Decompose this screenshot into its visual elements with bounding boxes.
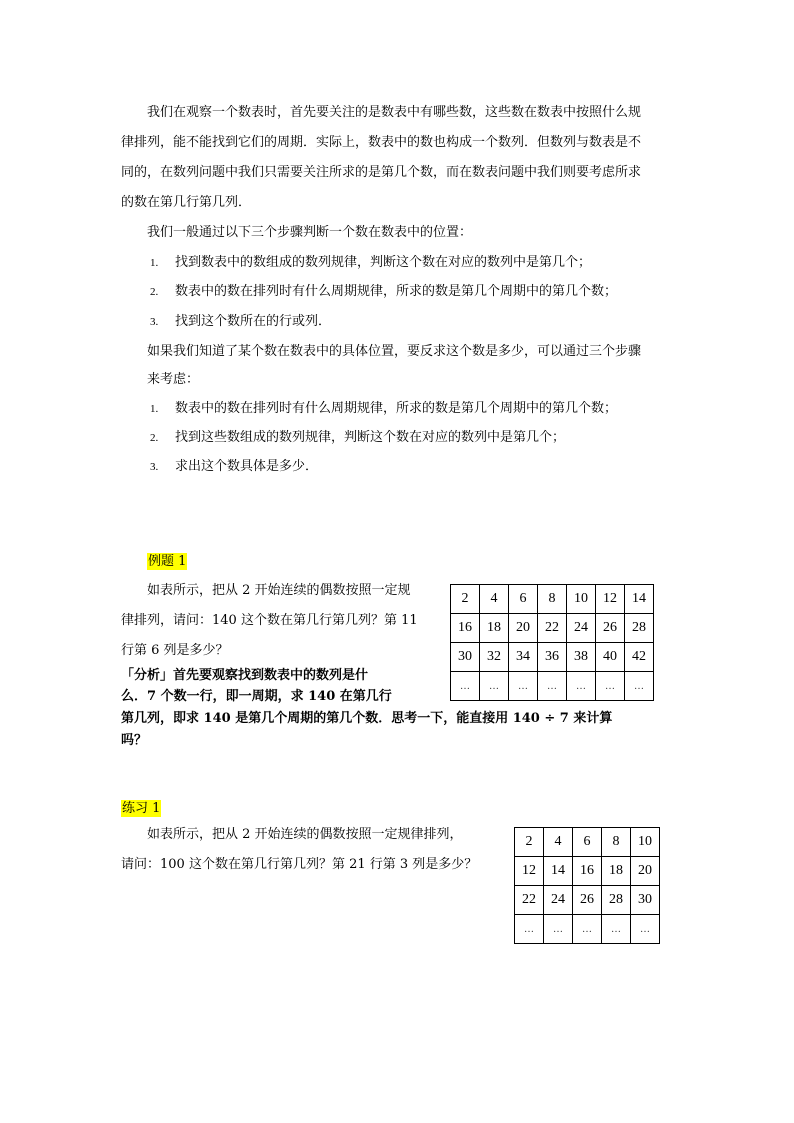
analysis-line-1: 「分析」首先要观察找到数表中的数列是什 bbox=[121, 668, 369, 683]
step-text: 数表中的数在排列时有什么周期规律，所求的数是第几个周期中的第几个数； bbox=[175, 284, 618, 299]
step-item-3 bbox=[150, 313, 331, 331]
step-number: 2. bbox=[150, 432, 159, 444]
table-cell: 20 bbox=[631, 857, 660, 886]
intro-line-1: 我们在观察一个数表时，首先要关注的是数表中有哪些数，这些数在数表中按照什么规 bbox=[147, 105, 642, 120]
step-number: 1. bbox=[150, 403, 159, 415]
table-cell: 16 bbox=[573, 857, 602, 886]
table-cell: 38 bbox=[567, 643, 596, 672]
analysis-line-3: 第几列，即求 140 是第几个周期的第几个数．思考一下，能直接用 140 ÷ 7 来计算 bbox=[121, 711, 613, 726]
table-cell: 24 bbox=[567, 614, 596, 643]
example-line-1: 如表所示，把从 2 开始连续的偶数按照一定规 bbox=[147, 583, 411, 598]
table-cell: 16 bbox=[451, 614, 480, 643]
intro-line-2: 律排列，能不能找到它们的周期．实际上，数表中的数也构成一个数列．但数列与数表是不 bbox=[121, 135, 642, 150]
table-cell: … bbox=[596, 672, 625, 701]
steps-intro: 我们一般通过以下三个步骤判断一个数在数表中的位置： bbox=[147, 225, 473, 240]
example-line-3: 行第 6 列是多少？ bbox=[121, 643, 229, 658]
table-cell: … bbox=[544, 915, 573, 944]
table-cell: 8 bbox=[602, 828, 631, 857]
step-text: 数表中的数在排列时有什么周期规律，所求的数是第几个周期中的第几个数； bbox=[175, 401, 618, 416]
table-row bbox=[515, 886, 660, 915]
table-cell: 4 bbox=[544, 828, 573, 857]
example-label: 例题 1 bbox=[148, 554, 187, 569]
table-cell: 6 bbox=[573, 828, 602, 857]
reverse-step-item-1 bbox=[150, 400, 617, 418]
step-text: 找到这些数组成的数列规律，判断这个数在对应的数列中是第几个； bbox=[175, 430, 566, 445]
table-cell: 26 bbox=[573, 886, 602, 915]
table-cell: … bbox=[515, 915, 544, 944]
table-cell: 42 bbox=[625, 643, 654, 672]
example-number-table bbox=[450, 584, 654, 701]
table-cell: 32 bbox=[480, 643, 509, 672]
table-cell: 40 bbox=[596, 643, 625, 672]
reverse-intro-line-1: 如果我们知道了某个数在数表中的具体位置，要反求这个数是多少，可以通过三个步骤 bbox=[147, 344, 642, 359]
table-cell: 18 bbox=[480, 614, 509, 643]
step-text: 找到数表中的数组成的数列规律，判断这个数在对应的数列中是第几个； bbox=[175, 255, 592, 270]
table-cell: 10 bbox=[567, 585, 596, 614]
table-cell: … bbox=[625, 672, 654, 701]
practice-number-table bbox=[514, 827, 660, 944]
table-cell: 10 bbox=[631, 828, 660, 857]
step-number: 3. bbox=[150, 316, 159, 328]
step-number: 1. bbox=[150, 257, 159, 269]
table-cell: … bbox=[451, 672, 480, 701]
table-cell: … bbox=[509, 672, 538, 701]
table-cell: … bbox=[538, 672, 567, 701]
table-cell: 30 bbox=[451, 643, 480, 672]
table-cell: 22 bbox=[515, 886, 544, 915]
table-cell: 14 bbox=[625, 585, 654, 614]
example-line-2: 律排列，请问：140 这个数在第几行第几列？第 11 bbox=[121, 613, 418, 628]
step-item-1 bbox=[150, 254, 591, 272]
table-cell: 2 bbox=[451, 585, 480, 614]
intro-line-4: 的数在第几行第几列． bbox=[121, 195, 252, 210]
practice-label: 练习 1 bbox=[122, 801, 161, 816]
table-cell: 14 bbox=[544, 857, 573, 886]
table-cell: … bbox=[567, 672, 596, 701]
practice-line-1: 如表所示，把从 2 开始连续的偶数按照一定规律排列， bbox=[147, 827, 463, 842]
table-cell: 28 bbox=[602, 886, 631, 915]
step-number: 3. bbox=[150, 461, 159, 473]
table-row bbox=[515, 828, 660, 857]
table-cell: 2 bbox=[515, 828, 544, 857]
table-cell: … bbox=[573, 915, 602, 944]
table-cell: 24 bbox=[544, 886, 573, 915]
table-cell: 6 bbox=[509, 585, 538, 614]
table-cell: 4 bbox=[480, 585, 509, 614]
step-text: 求出这个数具体是多少． bbox=[175, 459, 319, 474]
table-cell: 28 bbox=[625, 614, 654, 643]
analysis-line-2: 么．7 个数一行，即一周期，求 140 在第几行 bbox=[121, 689, 392, 704]
table-row bbox=[451, 585, 654, 614]
table-row bbox=[515, 857, 660, 886]
practice-line-2: 请问：100 这个数在第几行第几列？第 21 行第 3 列是多少？ bbox=[121, 857, 478, 872]
step-item-2 bbox=[150, 283, 617, 301]
table-row bbox=[451, 614, 654, 643]
table-cell: 20 bbox=[509, 614, 538, 643]
table-cell: … bbox=[631, 915, 660, 944]
reverse-intro-line-2: 来考虑： bbox=[147, 372, 200, 387]
table-row bbox=[451, 643, 654, 672]
table-row bbox=[451, 672, 654, 701]
table-cell: … bbox=[480, 672, 509, 701]
table-cell: 8 bbox=[538, 585, 567, 614]
intro-line-3: 同的，在数列问题中我们只需要关注所求的是第几个数，而在数表问题中我们则要考虑所求 bbox=[121, 165, 642, 180]
reverse-step-item-3 bbox=[150, 458, 318, 476]
table-cell: 30 bbox=[631, 886, 660, 915]
table-row bbox=[515, 915, 660, 944]
step-text: 找到这个数所在的行或列． bbox=[175, 314, 332, 329]
table-cell: 36 bbox=[538, 643, 567, 672]
table-cell: 12 bbox=[596, 585, 625, 614]
step-number: 2. bbox=[150, 286, 159, 298]
table-cell: 22 bbox=[538, 614, 567, 643]
table-cell: 12 bbox=[515, 857, 544, 886]
analysis-line-4: 吗？ bbox=[121, 733, 148, 748]
table-cell: … bbox=[602, 915, 631, 944]
table-cell: 34 bbox=[509, 643, 538, 672]
reverse-step-item-2 bbox=[150, 429, 565, 447]
table-cell: 18 bbox=[602, 857, 631, 886]
table-cell: 26 bbox=[596, 614, 625, 643]
